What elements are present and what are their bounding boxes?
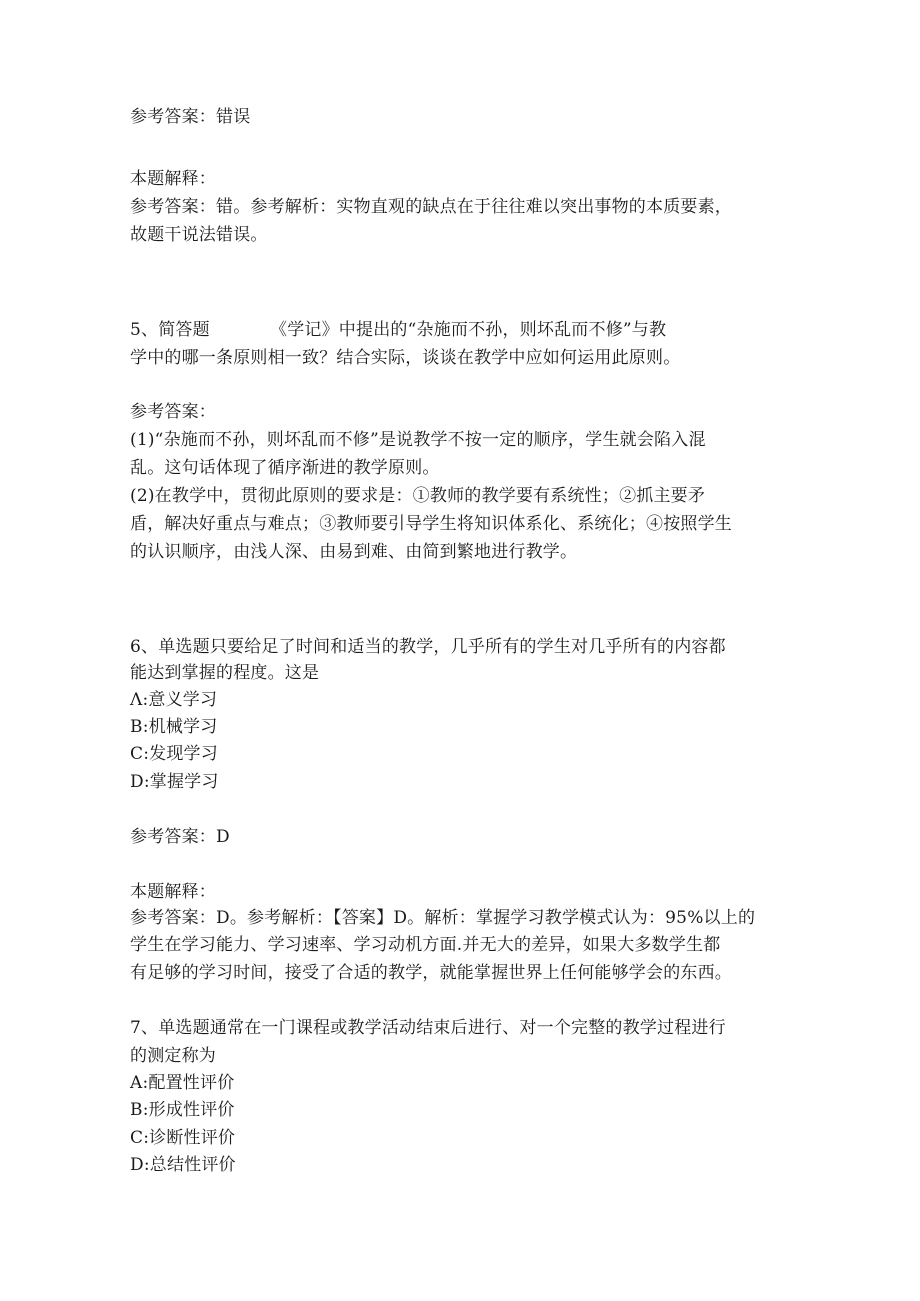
q5-answer-line: 盾，解决好重点与难点；③教师要引导学生将知识体系化、系统化；④按照学生 [130, 514, 732, 534]
q7-option-d: D:总结性评价 [130, 1155, 236, 1175]
q5-answer-line: 的认识顺序，由浅人深、由易到难、由简到繁地进行教学。 [130, 542, 578, 562]
q4-answer-line: 参考答案：错误 [130, 107, 251, 127]
q4-explain-line: 参考答案：错。参考解析：实物直观的缺点在于往往难以突出事物的本质要素， [130, 197, 732, 217]
q6-explain-line: 学生在学习能力、学习速率、学习动机方面.并无大的差异，如果大多数学生都 [130, 935, 721, 955]
q5-answer-label: 参考答案： [130, 402, 216, 422]
q7-option-b: B:形成性评价 [130, 1100, 235, 1120]
q5-number-type: 5、简答题 [130, 320, 210, 340]
q7-stem-line: 7、单选题通常在一门课程或教学活动结束后进行、对一个完整的教学过程进行 [130, 1018, 726, 1038]
q6-option-d: D:掌握学习 [130, 772, 219, 792]
q5-answer-line: 乱。这句话体现了循序渐进的教学原则。 [130, 458, 440, 478]
q7-stem-line: 的测定称为 [130, 1046, 216, 1066]
q5-answer-line: (2)在教学中，贯彻此原则的要求是：①教师的教学要有系统性；②抓主要矛 [130, 486, 706, 506]
q6-answer-line: 参考答案：D [130, 827, 230, 847]
q4-explain-label: 本题解释： [130, 169, 216, 189]
q5-stem-line: 《学记》中提出的“杂施而不孙，则坏乱而不修”与教 [270, 320, 667, 340]
q5-stem-line: 学中的哪一条原则相一致？结合实际，谈谈在教学中应如何运用此原则。 [130, 348, 681, 368]
q6-explain-label: 本题解释： [130, 882, 216, 902]
q4-explain-line: 故题干说法错误。 [130, 225, 268, 245]
q6-explain-line: 参考答案：D。参考解析：【答案】D。解析：掌握学习教学模式认为：95%以上的 [130, 908, 756, 928]
q6-stem-line: 能达到掌握的程度。这是 [130, 663, 320, 683]
q7-option-a: A:配置性评价 [130, 1073, 235, 1093]
q5-answer-line: (1)“杂施而不孙，则坏乱而不修”是说教学不按一定的顺序，学生就会陷入混 [130, 430, 706, 450]
q6-explain-line: 有足够的学习时间，接受了合适的教学，就能掌握世界上任何能够学会的东西。 [130, 963, 732, 983]
q6-option-a: Λ:意义学习 [130, 690, 218, 710]
q6-option-b: B:机械学习 [130, 717, 218, 737]
q6-stem-line: 6、单选题只要给足了时间和适当的教学，几乎所有的学生对几乎所有的内容都 [130, 637, 726, 657]
q7-option-c: C:诊断性评价 [130, 1128, 236, 1148]
q6-option-c: C:发现学习 [130, 744, 218, 764]
